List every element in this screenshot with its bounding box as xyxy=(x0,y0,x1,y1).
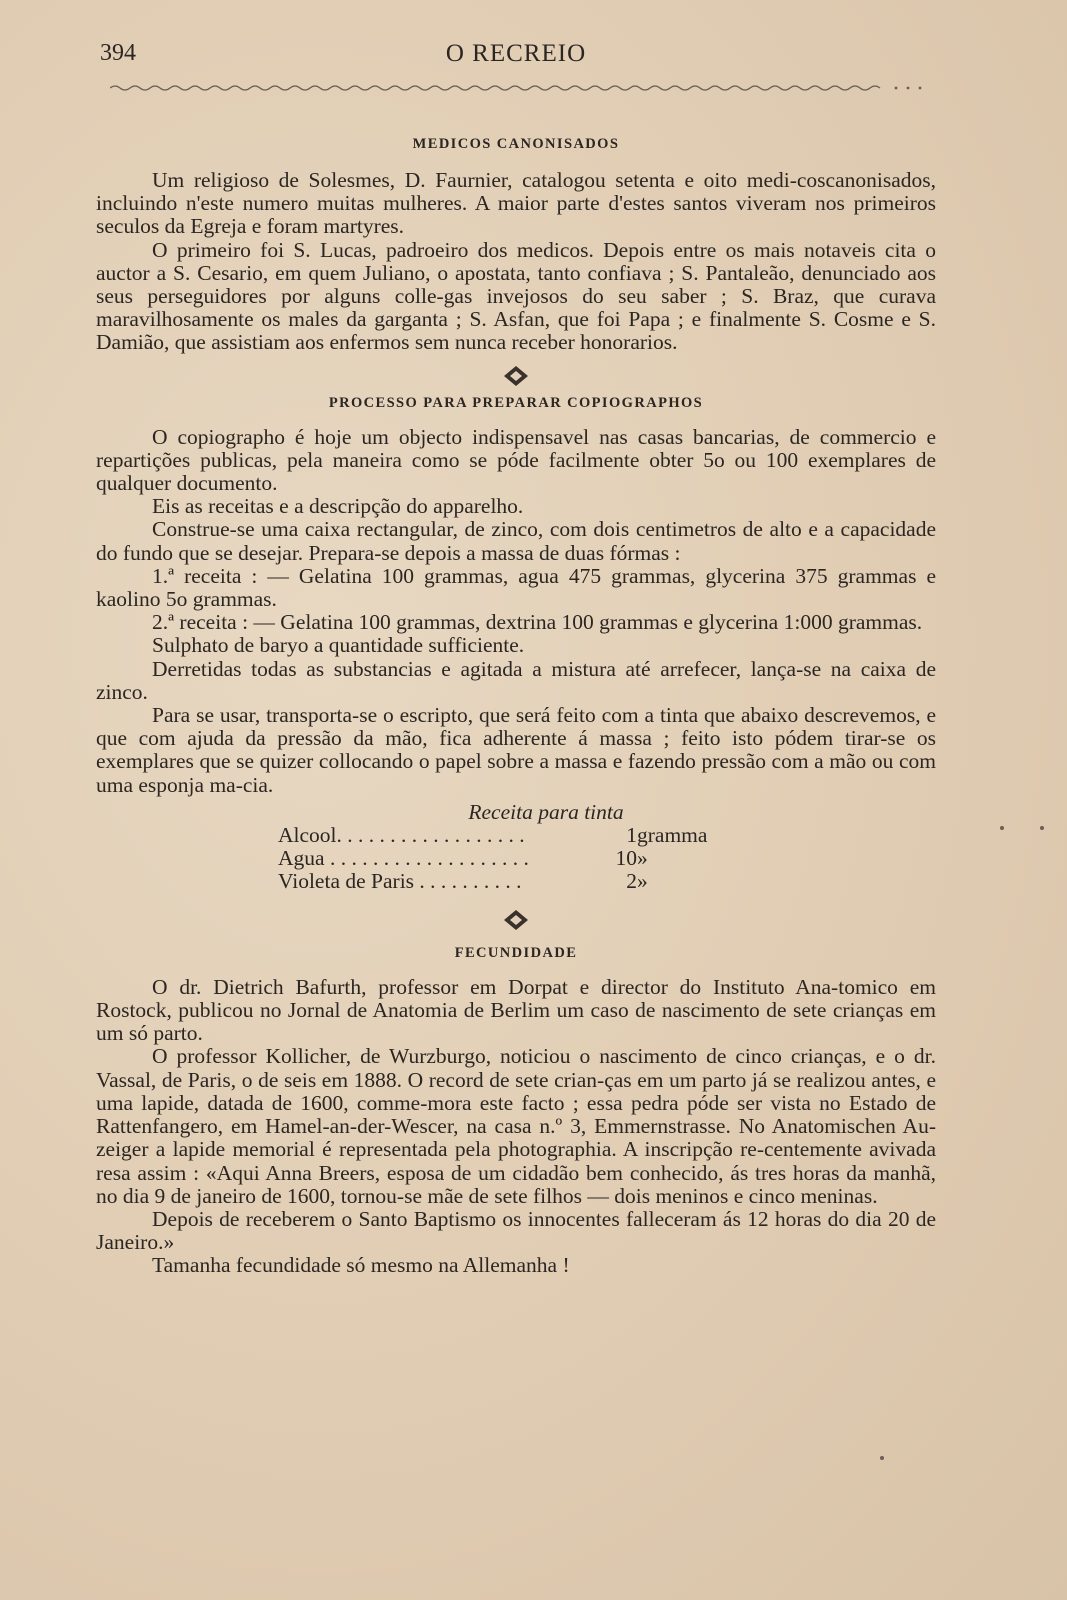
diamond-fleuron-icon xyxy=(503,909,529,931)
ornament xyxy=(96,909,936,931)
recipe-item: Agua . . . . . . . . . . . . . . . . . . . xyxy=(278,845,529,870)
paragraph: Sulphato de baryo a quantidade sufficiente. xyxy=(152,633,525,658)
recipe-item: Alcool. . . . . . . . . . . . . . . . . . xyxy=(278,822,525,847)
section-title: PROCESSO PARA PREPARAR COPIOGRAPHOS xyxy=(328,394,704,411)
recipe-item: Violeta de Paris . . . . . . . . . . xyxy=(278,868,522,893)
recipe-qty: 1 xyxy=(626,822,637,847)
recipe-qty: 10 xyxy=(615,845,637,870)
paragraph: Construe-se uma caixa rectangular, de zinco, com dois centimetros de alto e a capacidade do fundo que se desejar. Prepara-se depois a massa de duas fórmas : xyxy=(96,517,936,565)
ornament xyxy=(96,365,936,387)
paragraph: Eis as receitas e a descripção do apparelho. xyxy=(152,494,524,519)
diamond-fleuron-icon xyxy=(503,365,529,387)
recipe-row xyxy=(278,847,737,870)
recipe-unit: gramma xyxy=(637,822,708,847)
book-page xyxy=(96,38,936,1278)
paragraph: Um religioso de Solesmes, D. Faurnier, catalogou setenta e oito medi-coscanonisados, incluindo n'este numero muitas mulheres. A maior parte d'estes santos viveram nos primeiros seculos da Egreja e foram martyres. xyxy=(96,168,936,239)
page-header xyxy=(96,38,936,72)
margin-speck xyxy=(1040,826,1044,830)
section-title: MEDICOS CANONISADOS xyxy=(412,136,620,152)
section-title: FECUNDIDADE xyxy=(454,944,578,961)
margin-speck xyxy=(880,1456,884,1460)
recipe-unit: » xyxy=(637,845,648,870)
paragraph: O dr. Dietrich Bafurth, professor em Dorpat e director do Instituto Ana-tomico em Rostock, publicou no Jornal de Anatomia de Berlim um caso de nascimento de sete crianças em um só parto. xyxy=(96,974,936,1046)
page-number: 394 xyxy=(100,40,136,66)
paragraph: 2.ª receita : — Gelatina 100 grammas, dextrina 100 grammas e glycerina 1:000 grammas. xyxy=(152,610,923,635)
running-title: O RECREIO xyxy=(445,40,587,67)
recipe-qty: 2 xyxy=(626,868,637,893)
recipe-table xyxy=(278,824,737,893)
recipe-heading: Receita para tinta xyxy=(468,799,624,824)
section-fecundidade xyxy=(96,945,936,1278)
ink-recipe xyxy=(96,801,936,893)
paragraph: O primeiro foi S. Lucas, padroeiro dos medicos. Depois entre os mais notaveis cita o auctor a S. Cesario, em quem Juliano, o apostata, tanto confiava ; S. Pantaleão, denunciado aos seus perseguidores por alguns colle-gas invejosos do seu saber ; S. Braz, que curava maravilhosamente os males da garganta ; S. Asfan, que foi Papa ; e finalmente S. Cosme e S. Damião, que assistiam aos enfermos sem nunca receber honorarios. xyxy=(96,237,936,355)
paragraph: O copiographo é hoje um objecto indispensavel nas casas bancarias, de commercio e repartições publicas, pela maneira como se póde facilmente obter 5o ou 100 exemplares de qualquer documento. xyxy=(96,424,936,496)
paragraph: Tamanha fecundidade só mesmo na Allemanha ! xyxy=(152,1253,570,1278)
recipe-unit: » xyxy=(637,868,648,893)
paragraph: O professor Kollicher, de Wurzburgo, noticiou o nascimento de cinco crianças, e o dr. Vassal, de Paris, o de seis em 1888. O record de sete crian-ças em um parto já se realizou antes, e uma lapide, datada de 1600, comme-mora este facto ; essa pedra póde ser vista no Estado de Rattenfangero, em Hamel-an-der-Wescer, na casa n.º 3, Emmernstrasse. No Anatomischen Au-zeiger a lapide memorial é representada pela photographia. A inscripção re-centemente avivada resa assim : «Aqui Anna Breers, esposa de um cidadão bem conhecido, ás tres horas da manhã, no dia 9 de janeiro de 1600, tornou-se mãe de sete filhos — dois meninos e cinco meninas. xyxy=(96,1044,936,1208)
paragraph: Depois de receberem o Santo Baptismo os innocentes falleceram ás 12 horas do dia 20 de Janeiro.» xyxy=(96,1206,936,1255)
paragraph: Para se usar, transporta-se o escripto, que será feito com a tinta que abaixo descrevemos, e que com ajuda da pressão da mão, fica adherente á massa ; feito isto pódem tirar-se os exemplares que se quizer collocando o papel sobre a massa e fazendo pressão com a mão ou com uma esponja ma-cia. xyxy=(96,703,936,797)
wavy-rule xyxy=(110,82,930,94)
section-copiographo xyxy=(96,395,936,893)
paragraph: Derretidas todas as substancias e agitada a mistura até arrefecer, lança-se na caixa de zinco. xyxy=(96,656,936,704)
paragraph: 1.ª receita : — Gelatina 100 grammas, agua 475 grammas, glycerina 375 grammas e kaolino 5o grammas. xyxy=(96,563,936,612)
margin-speck xyxy=(1000,826,1004,830)
recipe-row xyxy=(278,824,737,847)
section-medicos xyxy=(96,136,936,355)
recipe-row xyxy=(278,870,737,893)
